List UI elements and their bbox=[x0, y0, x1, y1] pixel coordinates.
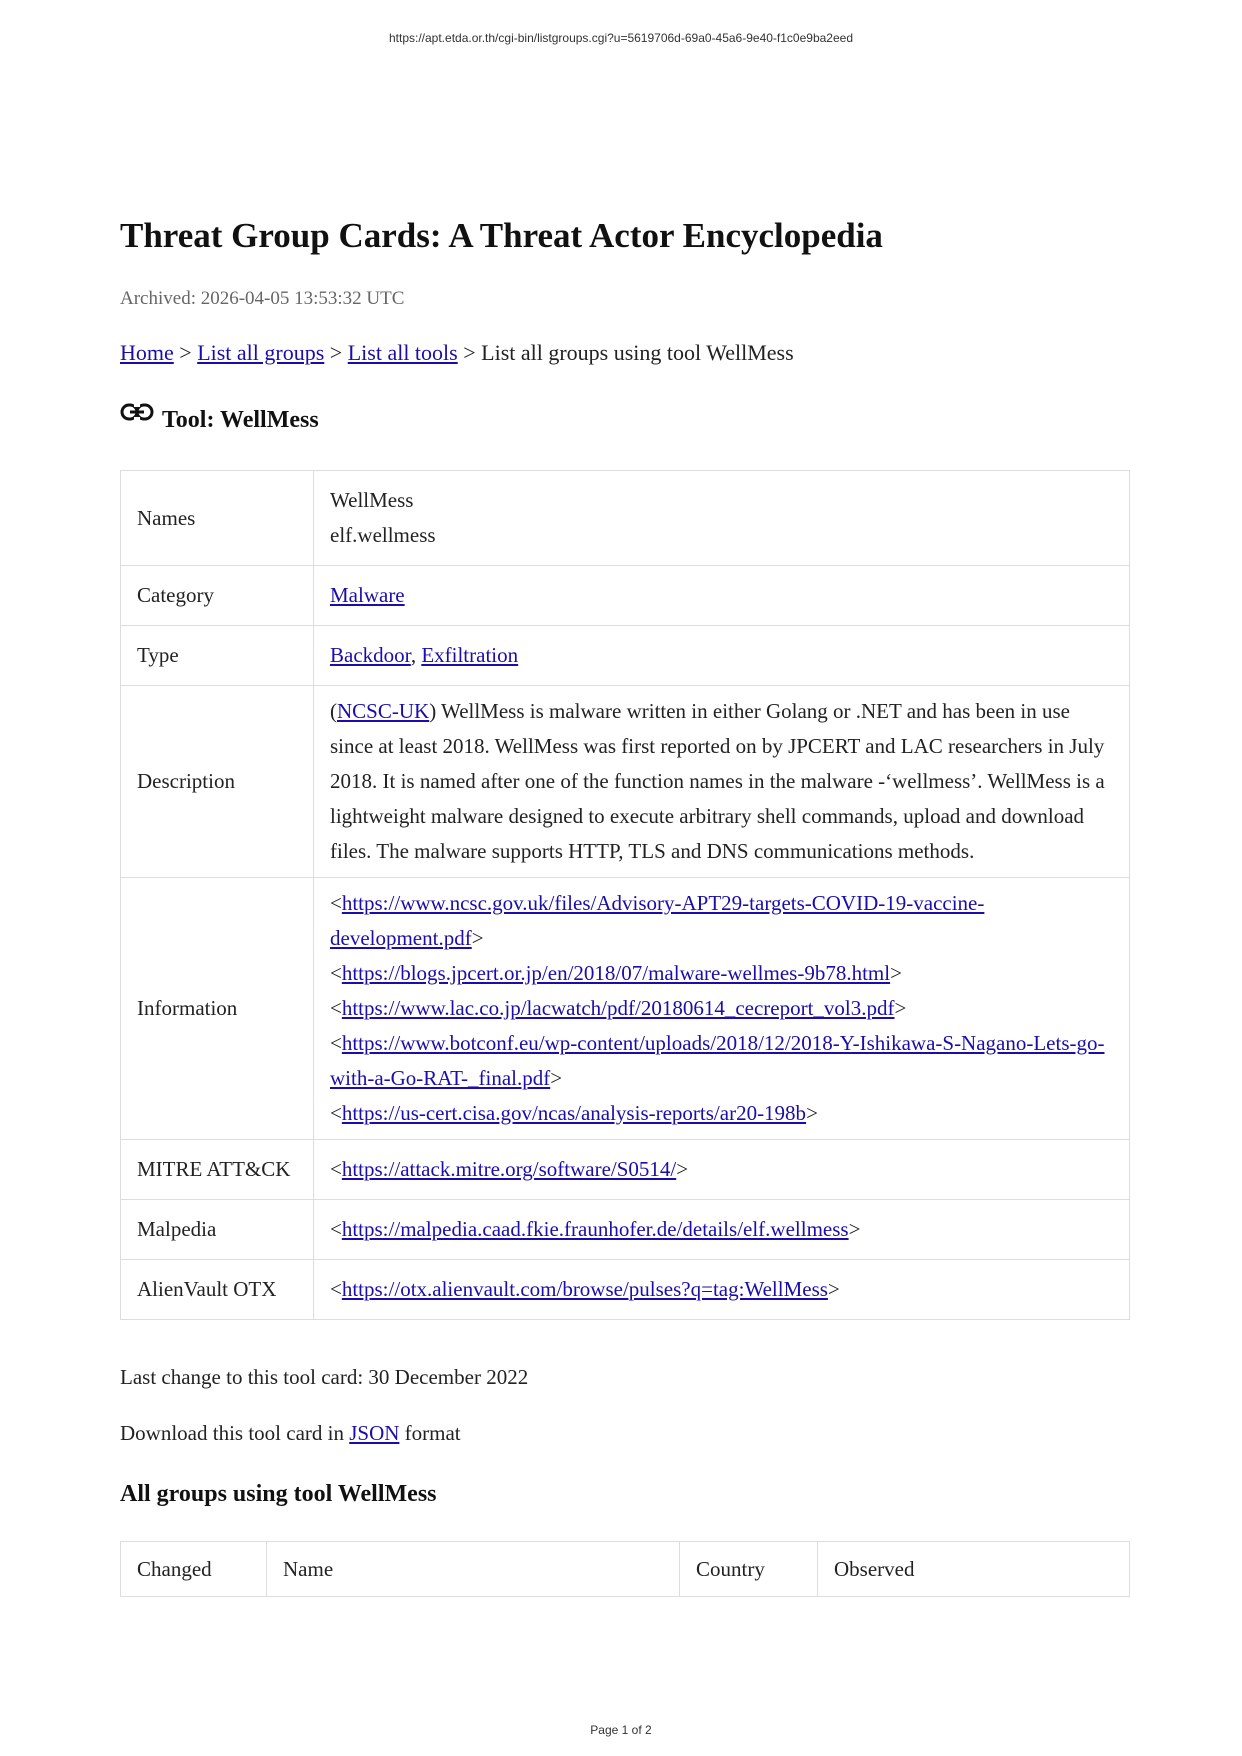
information-value bbox=[314, 878, 1130, 1140]
column-header-changed[interactable]: Changed bbox=[121, 1542, 267, 1597]
description-source-open: ( bbox=[330, 699, 337, 723]
names-value bbox=[314, 471, 1130, 566]
names-label: Names bbox=[121, 471, 314, 566]
table-row-information bbox=[121, 878, 1130, 1140]
bracket-close: > bbox=[890, 961, 902, 985]
breadcrumb-home-link[interactable]: Home bbox=[120, 340, 174, 365]
breadcrumb-list-tools-link[interactable]: List all tools bbox=[347, 340, 458, 365]
mitre-value bbox=[314, 1140, 1130, 1200]
information-item bbox=[330, 886, 1113, 956]
information-link-ncsc[interactable]: https://www.ncsc.gov.uk/files/Advisory-APT29-targets-COVID-19-vaccine-development.pdf bbox=[330, 891, 985, 950]
bracket-open: < bbox=[330, 891, 342, 915]
column-header-observed[interactable]: Observed bbox=[818, 1542, 1130, 1597]
breadcrumb-separator: > bbox=[324, 340, 348, 365]
type-value bbox=[314, 626, 1130, 686]
information-item bbox=[330, 1026, 1113, 1096]
malpedia-value bbox=[314, 1200, 1130, 1260]
name-primary: WellMess bbox=[330, 488, 414, 512]
table-row-category bbox=[121, 566, 1130, 626]
download-prefix: Download this tool card in bbox=[120, 1421, 350, 1445]
bracket-close: > bbox=[848, 1217, 861, 1241]
table-row-alienvault bbox=[121, 1260, 1130, 1320]
print-header-url: https://apt.etda.or.th/cgi-bin/listgroups.cgi?u=5619706d-69a0-45a6-9e40-f1c0e9ba2eed bbox=[388, 31, 853, 45]
breadcrumb-current: List all groups using tool WellMess bbox=[481, 340, 794, 365]
print-footer-page-number: Page 1 of 2 bbox=[590, 1723, 652, 1737]
bracket-close: > bbox=[894, 996, 907, 1020]
information-item bbox=[330, 991, 1113, 1026]
groups-table bbox=[120, 1541, 1130, 1597]
page-title: Threat Group Cards: A Threat Actor Encyclopedia bbox=[120, 216, 883, 255]
download-suffix: format bbox=[399, 1421, 461, 1445]
name-alias: elf.wellmess bbox=[330, 523, 436, 547]
breadcrumb-separator: > bbox=[457, 340, 482, 365]
description-value bbox=[314, 686, 1130, 878]
breadcrumb-separator: > bbox=[173, 340, 198, 365]
alienvault-link[interactable]: https://otx.alienvault.com/browse/pulses?q=tag:WellMess bbox=[341, 1277, 828, 1301]
information-link-jpcert[interactable]: https://blogs.jpcert.or.jp/en/2018/07/malware-wellmes-9b78.html bbox=[341, 961, 891, 985]
mitre-link[interactable]: https://attack.mitre.org/software/S0514/ bbox=[341, 1157, 677, 1181]
archived-timestamp: Archived: 2026-04-05 13:53:32 UTC bbox=[120, 288, 405, 309]
bracket-close: > bbox=[550, 1066, 563, 1090]
description-text: WellMess is malware written in either Golang or .NET and has been in use since at least 2018. WellMess was first reported on by JPCERT and LAC researchers in July 2018. It is named after one of the function names in the malware -‘wellmess’. WellMess is a lightweight malware designed to execute arbitrary shell commands, upload and download files. The malware supports HTTP, TLS and DNS communications methods. bbox=[330, 699, 1105, 863]
malpedia-label: Malpedia bbox=[121, 1200, 314, 1260]
information-link-botconf[interactable]: https://www.botconf.eu/wp-content/uploads/2018/12/2018-Y-Ishikawa-S-Nagano-Lets-go-with-a-Go-RAT-_final.pdf bbox=[330, 1031, 1105, 1090]
tool-heading-text: Tool: WellMess bbox=[162, 407, 319, 433]
information-link-cisa[interactable]: https://us-cert.cisa.gov/ncas/analysis-reports/ar20-198b bbox=[341, 1101, 807, 1125]
information-label: Information bbox=[121, 878, 314, 1140]
tool-heading bbox=[120, 402, 319, 434]
information-item bbox=[330, 1096, 1113, 1131]
table-row-mitre bbox=[121, 1140, 1130, 1200]
bracket-open: < bbox=[330, 1157, 342, 1181]
bracket-open: < bbox=[330, 961, 342, 985]
bracket-open: < bbox=[330, 1031, 342, 1055]
bracket-close: > bbox=[676, 1157, 689, 1181]
bracket-close: > bbox=[827, 1277, 840, 1301]
mitre-label: MITRE ATT&CK bbox=[121, 1140, 314, 1200]
alienvault-label: AlienVault OTX bbox=[121, 1260, 314, 1320]
bracket-open: < bbox=[330, 1277, 342, 1301]
information-item bbox=[330, 956, 1113, 991]
download-json-link[interactable]: JSON bbox=[349, 1421, 400, 1445]
type-separator: , bbox=[410, 643, 422, 667]
link-icon bbox=[120, 402, 154, 424]
column-header-country[interactable]: Country bbox=[680, 1542, 818, 1597]
bracket-close: > bbox=[806, 1101, 818, 1125]
tool-card-table bbox=[120, 470, 1130, 1320]
category-malware-link[interactable]: Malware bbox=[330, 583, 405, 607]
description-label: Description bbox=[121, 686, 314, 878]
table-row-malpedia bbox=[121, 1200, 1130, 1260]
type-exfiltration-link[interactable]: Exfiltration bbox=[421, 643, 519, 667]
type-backdoor-link[interactable]: Backdoor bbox=[330, 643, 411, 667]
breadcrumb bbox=[120, 340, 794, 366]
download-line bbox=[120, 1421, 461, 1446]
groups-heading: All groups using tool WellMess bbox=[120, 1481, 437, 1507]
bracket-open: < bbox=[330, 1101, 342, 1125]
column-header-name[interactable]: Name bbox=[267, 1542, 680, 1597]
description-source-link[interactable]: NCSC-UK bbox=[337, 699, 430, 723]
malpedia-link[interactable]: https://malpedia.caad.fkie.fraunhofer.de/details/elf.wellmess bbox=[341, 1217, 849, 1241]
category-label: Category bbox=[121, 566, 314, 626]
type-label: Type bbox=[121, 626, 314, 686]
breadcrumb-list-groups-link[interactable]: List all groups bbox=[197, 340, 325, 365]
table-row-names bbox=[121, 471, 1130, 566]
last-change-text: Last change to this tool card: 30 December 2022 bbox=[120, 1365, 529, 1389]
category-value bbox=[314, 566, 1130, 626]
table-row-description bbox=[121, 686, 1130, 878]
information-link-lac[interactable]: https://www.lac.co.jp/lacwatch/pdf/20180614_cecreport_vol3.pdf bbox=[341, 996, 895, 1020]
bracket-open: < bbox=[330, 996, 342, 1020]
description-source-close: ) bbox=[429, 699, 437, 723]
bracket-close: > bbox=[471, 926, 484, 950]
table-row-type bbox=[121, 626, 1130, 686]
alienvault-value bbox=[314, 1260, 1130, 1320]
bracket-open: < bbox=[330, 1217, 342, 1241]
groups-table-header-row bbox=[121, 1542, 1130, 1597]
